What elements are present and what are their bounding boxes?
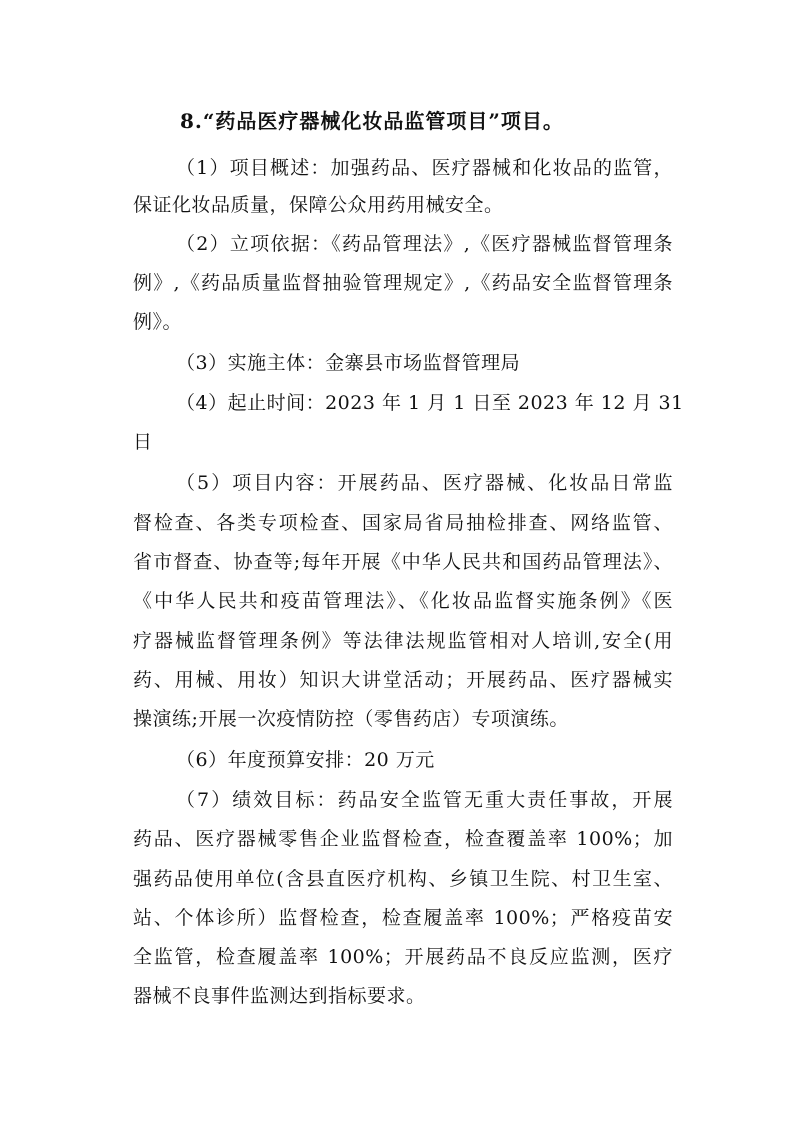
item-3-line-1: （3）实施主体：金寨县市场监督管理局 <box>176 352 521 374</box>
item-5-line-2: 督检查、各类专项检查、国家局省局抽检排查、网络监管、 <box>133 512 673 534</box>
item-1-line-1: （1）项目概述：加强药品、医疗器械和化妆品的监管， <box>176 157 673 179</box>
item-5-line-1: （5）项目内容：开展药品、医疗器械、化妆品日常监 <box>176 472 673 494</box>
item-6-line-1: （6）年度预算安排：20 万元 <box>176 749 435 771</box>
item-2-line-1: （2）立项依据：《药品管理法》,《医疗器械监督管理条 <box>176 233 673 255</box>
item-2-line-2: 例》,《药品质量监督抽验管理规定》,《药品安全监督管理条 <box>133 272 673 294</box>
item-4-line-1: （4）起止时间：2023 年 1 月 1 日至 2023 年 12 月 31 <box>176 392 684 414</box>
item-5-line-6: 药、用械、用妆）知识大讲堂活动；开展药品、医疗器械实 <box>133 669 673 691</box>
item-1-line-2: 保证化妆品质量，保障公众用药用械安全。 <box>133 194 504 216</box>
item-2-line-3: 例》。 <box>133 311 183 333</box>
item-7-line-2: 药品、医疗器械零售企业监督检查，检查覆盖率 100%；加 <box>133 828 673 850</box>
item-7-line-5: 全监管，检查履盖率 100%；开展药品不良反应监测，医疗 <box>133 946 673 968</box>
section-title: 8.“药品医疗器械化妆品监管项目”项目。 <box>180 109 564 133</box>
item-5-line-3: 省市督查、协查等;每年开展《中华人民共和国药品管理法》、 <box>133 551 673 573</box>
item-7-line-4: 站、个体诊所）监督检查，检查履盖率 100%；严格疫苗安 <box>133 907 673 929</box>
item-7-line-1: （7）绩效目标：药品安全监管无重大责任事故，开展 <box>176 789 673 811</box>
item-5-line-5: 疗器械监督管理条例》等法律法规监管相对人培训,安全(用 <box>133 630 673 652</box>
item-4-line-2: 日 <box>133 431 153 453</box>
item-7-line-3: 强药品使用单位(含县直医疗机构、乡镇卫生院、村卫生室、 <box>133 868 673 890</box>
item-5-line-7: 操演练;开展一次疫情防控（零售药店）专项演练。 <box>133 708 569 730</box>
item-5-line-4: 《中华人民共和疫苗管理法》、《化妆品监督实施条例》《医 <box>133 590 673 612</box>
item-7-line-6: 器械不良事件监测达到指标要求。 <box>133 985 426 1007</box>
